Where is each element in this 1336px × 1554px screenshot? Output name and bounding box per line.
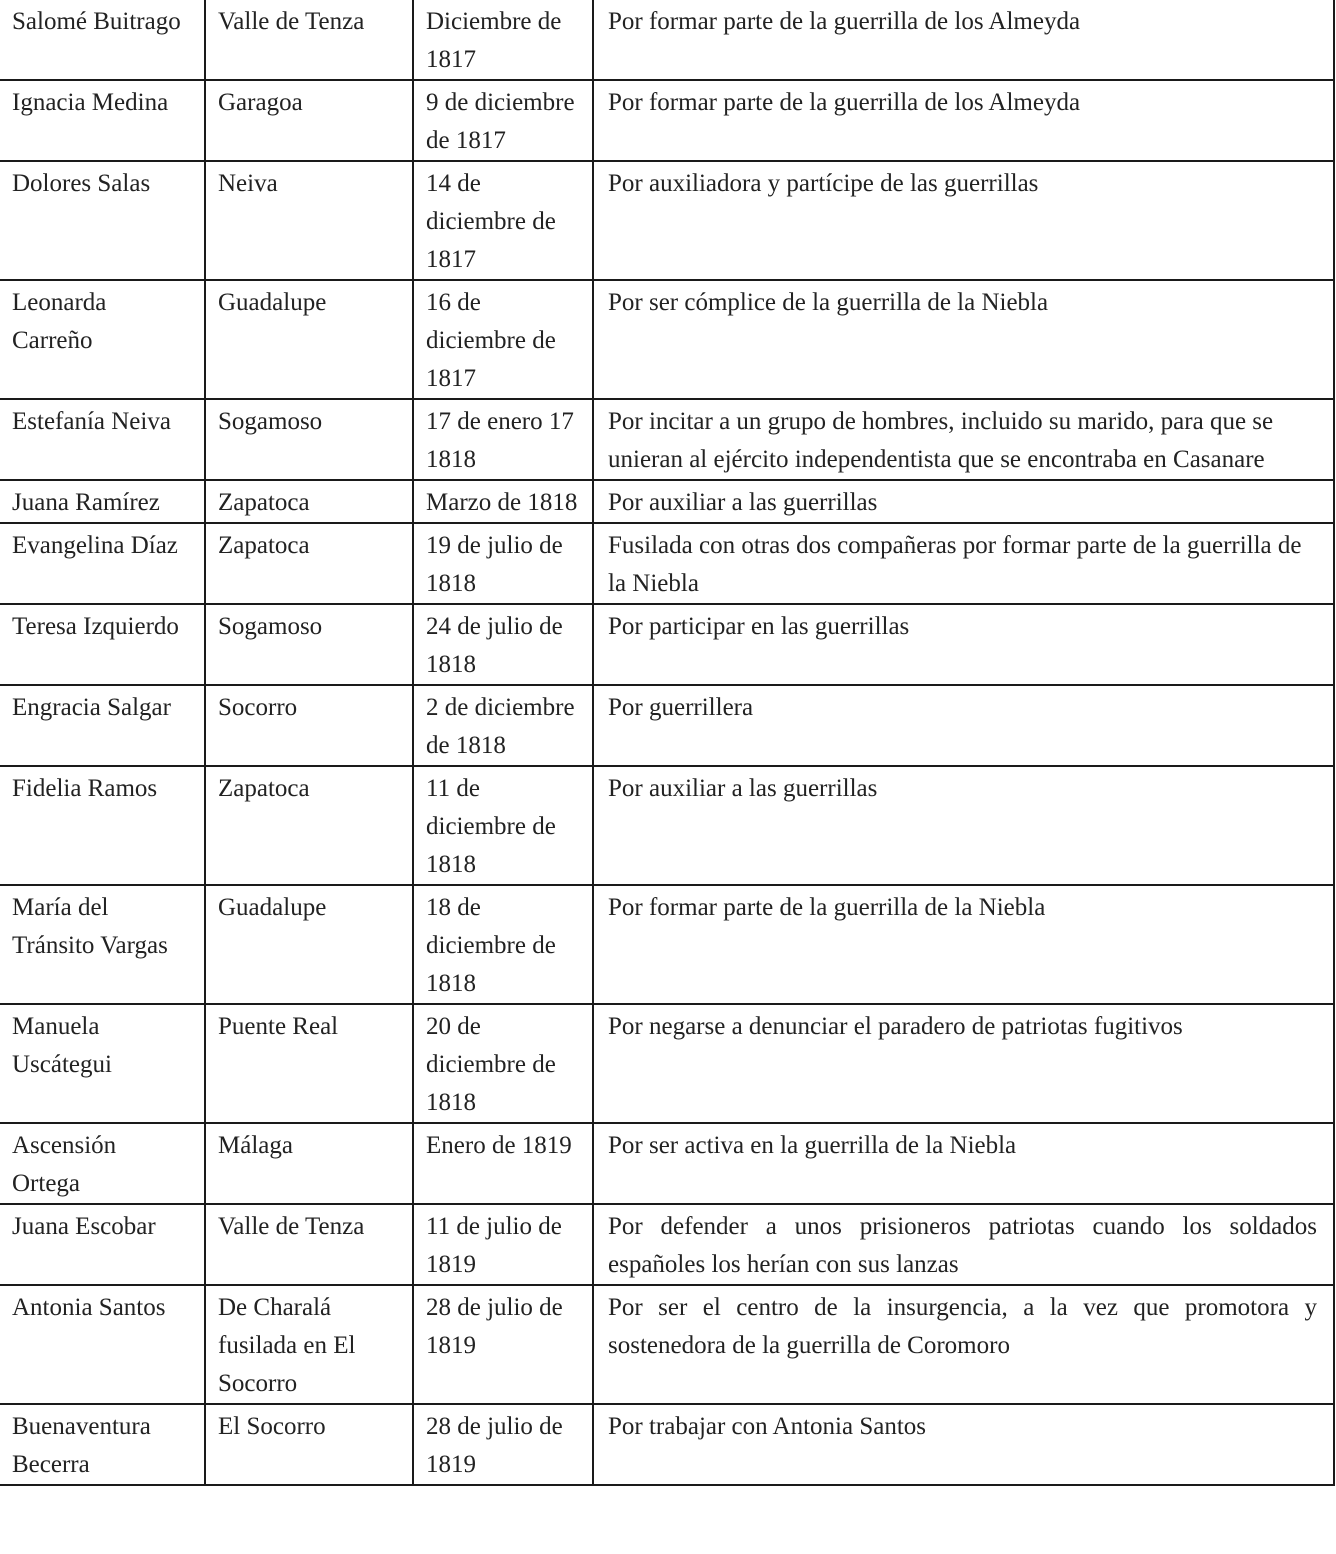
name-cell: Ascensión Ortega xyxy=(0,1123,205,1204)
reason-cell: Por ser el centro de la insurgencia, a la vez que promotora y sostenedora de la guerrilla de Coromoro xyxy=(593,1285,1334,1404)
table-row xyxy=(0,80,1334,161)
name-cell: Engracia Salgar xyxy=(0,685,205,766)
place-cell: Zapatoca xyxy=(205,766,413,885)
date-cell: 18 de diciembre de 1818 xyxy=(413,885,593,1004)
date-cell: 11 de julio de 1819 xyxy=(413,1204,593,1285)
date-cell: 24 de julio de 1818 xyxy=(413,604,593,685)
date-cell: Enero de 1819 xyxy=(413,1123,593,1204)
date-cell: 20 de diciembre de 1818 xyxy=(413,1004,593,1123)
date-cell: Diciembre de 1817 xyxy=(413,0,593,80)
table-row xyxy=(0,0,1334,80)
reason-cell: Por formar parte de la guerrilla de los Almeyda xyxy=(593,0,1334,80)
name-cell: Ignacia Medina xyxy=(0,80,205,161)
date-cell: 2 de diciembre de 1818 xyxy=(413,685,593,766)
table-row xyxy=(0,399,1334,480)
reason-cell: Por negarse a denunciar el paradero de patriotas fugitivos xyxy=(593,1004,1334,1123)
date-cell: 28 de julio de 1819 xyxy=(413,1404,593,1485)
place-cell: El Socorro xyxy=(205,1404,413,1485)
name-cell: Teresa Izquierdo xyxy=(0,604,205,685)
reason-cell: Por trabajar con Antonia Santos xyxy=(593,1404,1334,1485)
place-cell: Valle de Tenza xyxy=(205,0,413,80)
table-row xyxy=(0,161,1334,280)
place-cell: Valle de Tenza xyxy=(205,1204,413,1285)
table-row xyxy=(0,1404,1334,1485)
name-cell: Dolores Salas xyxy=(0,161,205,280)
name-cell: Manuela Uscátegui xyxy=(0,1004,205,1123)
table-row xyxy=(0,480,1334,523)
reason-cell: Por ser cómplice de la guerrilla de la Niebla xyxy=(593,280,1334,399)
name-cell: Juana Ramírez xyxy=(0,480,205,523)
date-cell: 14 de diciembre de 1817 xyxy=(413,161,593,280)
date-cell: 9 de diciembre de 1817 xyxy=(413,80,593,161)
place-cell: Garagoa xyxy=(205,80,413,161)
name-cell: María del Tránsito Vargas xyxy=(0,885,205,1004)
table-row xyxy=(0,280,1334,399)
place-cell: Zapatoca xyxy=(205,523,413,604)
table-row xyxy=(0,1123,1334,1204)
date-cell: Marzo de 1818 xyxy=(413,480,593,523)
place-cell: Neiva xyxy=(205,161,413,280)
date-cell: 19 de julio de 1818 xyxy=(413,523,593,604)
place-cell: Sogamoso xyxy=(205,399,413,480)
reason-cell: Por auxiliar a las guerrillas xyxy=(593,480,1334,523)
table-row xyxy=(0,1004,1334,1123)
reason-cell: Por auxiliadora y partícipe de las guerrillas xyxy=(593,161,1334,280)
reason-cell: Por auxiliar a las guerrillas xyxy=(593,766,1334,885)
table-row xyxy=(0,604,1334,685)
name-cell: Fidelia Ramos xyxy=(0,766,205,885)
date-cell: 11 de diciembre de 1818 xyxy=(413,766,593,885)
place-cell: Sogamoso xyxy=(205,604,413,685)
reason-cell: Por formar parte de la guerrilla de los Almeyda xyxy=(593,80,1334,161)
place-cell: Guadalupe xyxy=(205,280,413,399)
place-cell: Málaga xyxy=(205,1123,413,1204)
name-cell: Estefanía Neiva xyxy=(0,399,205,480)
name-cell: Juana Escobar xyxy=(0,1204,205,1285)
reason-cell: Por defender a unos prisioneros patriotas cuando los soldados españoles los herían con sus lanzas xyxy=(593,1204,1334,1285)
place-cell: De Charalá fusilada en El Socorro xyxy=(205,1285,413,1404)
reason-cell: Por guerrillera xyxy=(593,685,1334,766)
name-cell: Salomé Buitrago xyxy=(0,0,205,80)
table-row xyxy=(0,523,1334,604)
table-row xyxy=(0,1204,1334,1285)
name-cell: Evangelina Díaz xyxy=(0,523,205,604)
place-cell: Socorro xyxy=(205,685,413,766)
table-row xyxy=(0,885,1334,1004)
date-cell: 16 de diciembre de 1817 xyxy=(413,280,593,399)
place-cell: Puente Real xyxy=(205,1004,413,1123)
name-cell: Buenaventura Becerra xyxy=(0,1404,205,1485)
table-row xyxy=(0,766,1334,885)
name-cell: Antonia Santos xyxy=(0,1285,205,1404)
reason-cell: Por participar en las guerrillas xyxy=(593,604,1334,685)
place-cell: Guadalupe xyxy=(205,885,413,1004)
name-cell: Leonarda Carreño xyxy=(0,280,205,399)
date-cell: 28 de julio de 1819 xyxy=(413,1285,593,1404)
reason-cell: Por incitar a un grupo de hombres, incluido su marido, para que se unieran al ejército independentista que se encontraba en Casanare xyxy=(593,399,1334,480)
reason-cell: Fusilada con otras dos compañeras por formar parte de la guerrilla de la Niebla xyxy=(593,523,1334,604)
table-row xyxy=(0,1285,1334,1404)
reason-cell: Por formar parte de la guerrilla de la Niebla xyxy=(593,885,1334,1004)
table-row xyxy=(0,685,1334,766)
place-cell: Zapatoca xyxy=(205,480,413,523)
date-cell: 17 de enero 17 1818 xyxy=(413,399,593,480)
reason-cell: Por ser activa en la guerrilla de la Niebla xyxy=(593,1123,1334,1204)
